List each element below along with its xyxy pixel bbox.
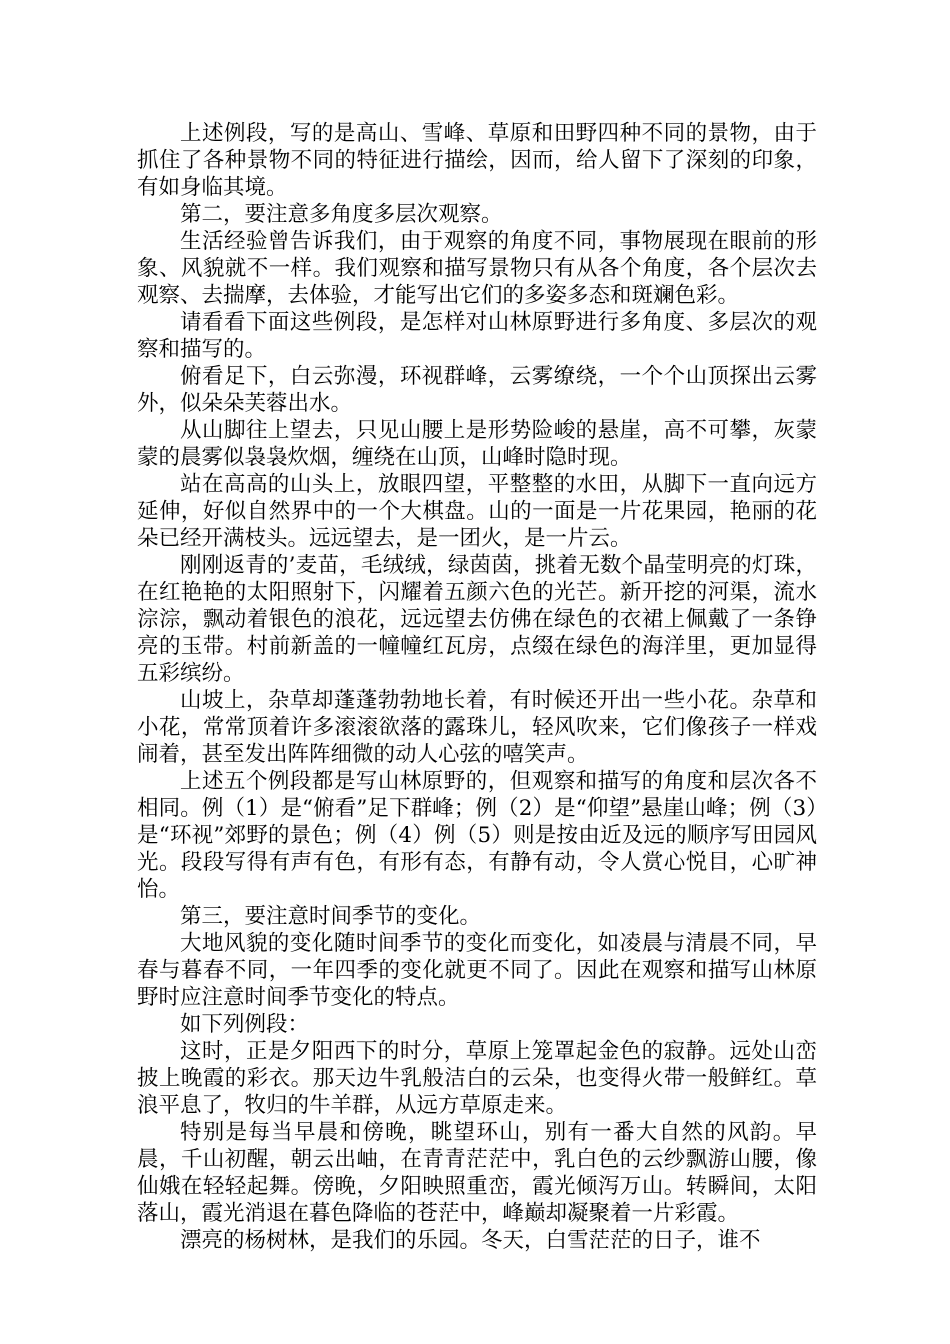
paragraph-1: 上述例段，写的是高山、雪峰、草原和田野四种不同的景物，由于抓住了各种景物不同的特征进行描绘，因而，给人留下了深刻的印象，有如身临其境。: [137, 121, 817, 200]
paragraph-16: 漂亮的杨树林，是我们的乐园。冬天，白雪茫茫的日子，谁不: [180, 1228, 761, 1253]
document-body: [137, 120, 817, 1254]
paragraph-9: 山坡上，杂草却蓬蓬勃勃地长着，有时候还开出一些小花。杂草和小花，常常顶着许多滚滚欲落的露珠儿，轻风吹来，它们像孩子一样戏闹着，甚至发出阵阵细微的动人心弦的嘻笑声。: [137, 688, 817, 767]
paragraph-8: 刚刚返青的’麦苗，毛绒绒，绿茵茵，挑着无数个晶莹明亮的灯珠，在红艳艳的太阳照射下，闪耀着五颜六色的光芒。新开挖的河渠，流水淙淙，飘动着银色的浪花，远远望去仿佛在绿色的衣裙上佩戴了一条铮亮的玉带。村前新盖的一幢幢红瓦房，点缀在绿色的海洋里，更加显得五彩缤纷。: [137, 553, 817, 686]
paragraph-11: 第三，要注意时间季节的变化。: [180, 904, 482, 929]
paragraph-4: 请看看下面这些例段，是怎样对山林原野进行多角度、多层次的观察和描写的。: [137, 310, 817, 362]
paragraph-10: 上述五个例段都是写山林原野的，但观察和描写的角度和层次各不相同。例（1）是“俯看”足下群峰；例（2）是“仰望”悬崖山峰；例（3）是“环视”郊野的景色；例（4）例（5）则是按由近及远的顺序写田园风光。段段写得有声有色，有形有态，有静有动，令人赏心悦目，心旷神怡。: [137, 769, 817, 902]
paragraph-15: 特别是每当早晨和傍晚，眺望环山，别有一番大自然的风韵。早晨，千山初醒，朝云出岫，在青青茫茫中，乳白色的云纱飘游山腰，像仙娥在轻轻起舞。傍晚，夕阳映照重峦，霞光倾泻万山。转瞬间，太阳落山，霞光消退在暮色降临的苍茫中，峰巅却凝聚着一片彩霞。: [137, 1120, 817, 1226]
paragraph-2: 第二，要注意多角度多层次观察。: [180, 202, 503, 227]
paragraph-14: 这时，正是夕阳西下的时分，草原上笼罩起金色的寂静。远处山峦披上晚霞的彩衣。那天边牛乳般洁白的云朵，也变得火带一般鲜红。草浪平息了，牧归的牛羊群，从远方草原走来。: [137, 1039, 817, 1118]
paragraph-3: 生活经验曾告诉我们，由于观察的角度不同，事物展现在眼前的形象、风貌就不一样。我们观察和描写景物只有从各个角度，各个层次去观察、去揣摩，去体验，才能写出它们的多姿多态和斑斓色彩。: [137, 229, 817, 308]
paragraph-13: 如下列例段：: [180, 1012, 310, 1037]
paragraph-6: 从山脚往上望去，只见山腰上是形势险峻的悬崖，高不可攀，灰蒙蒙的晨雾似袅袅炊烟，缠绕在山顶，山峰时隐时现。: [137, 418, 817, 470]
paragraph-5: 俯看足下，白云弥漫，环视群峰，云雾缭绕，一个个山顶探出云雾外，似朵朵芙蓉出水。: [137, 364, 817, 416]
paragraph-7: 站在高高的山头上，放眼四望，平整整的水田，从脚下一直向远方延伸，好似自然界中的一个大棋盘。山的一面是一片花果园，艳丽的花朵已经开满枝头。远远望去，是一团火，是一片云。: [137, 472, 817, 551]
paragraph-12: 大地风貌的变化随时间季节的变化而变化，如凌晨与清晨不同，早春与暮春不同，一年四季的变化就更不同了。因此在观察和描写山林原野时应注意时间季节变化的特点。: [137, 931, 817, 1010]
